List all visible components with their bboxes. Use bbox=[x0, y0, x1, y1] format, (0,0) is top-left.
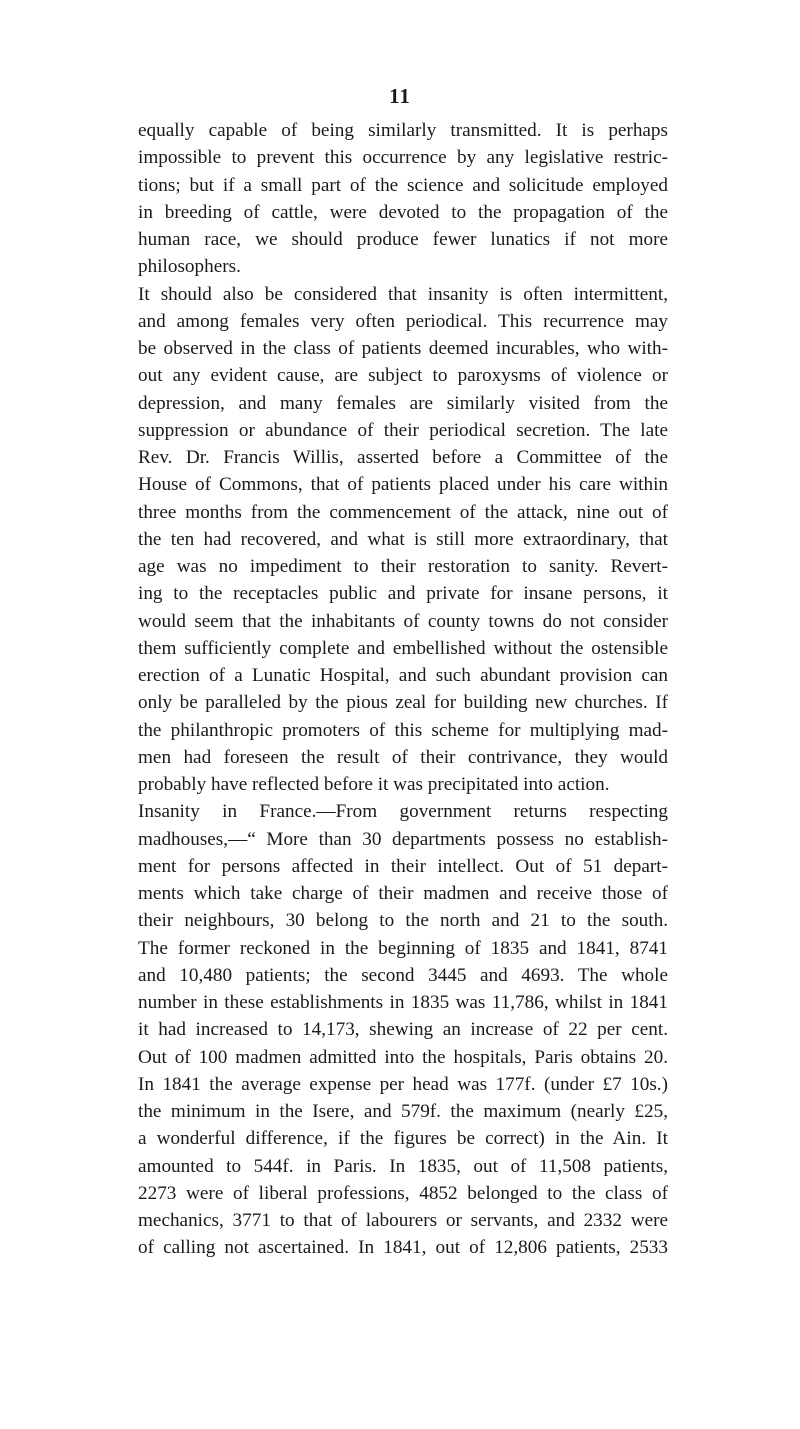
text-line: equally capable of being similarly transmitted. It is perhaps bbox=[138, 120, 668, 141]
text-line: erection of a Lunatic Hospital, and such abundant provision can bbox=[138, 665, 668, 686]
text-line: number in these establishments in 1835 was 11,786, whilst in 1841 bbox=[138, 992, 668, 1013]
text-line: amounted to 544f. in Paris. In 1835, out of 11,508 patients, bbox=[138, 1155, 668, 1177]
text-line: The former reckoned in the beginning of 1835 and 1841, 8741 bbox=[138, 937, 668, 959]
text-line: ment for persons affected in their intellect. Out of 51 depart- bbox=[138, 855, 668, 877]
page-number: 11 bbox=[389, 84, 411, 108]
text-line: House of Commons, that of patients placed under his care within bbox=[138, 474, 668, 496]
text-line: Rev. Dr. Francis Willis, asserted before a Committee of the bbox=[138, 447, 668, 468]
text-line: madhouses,—“ More than 30 departments possess no establish- bbox=[138, 828, 668, 850]
text-line: In 1841 the average expense per head was 177f. (under £7 10s.) bbox=[138, 1073, 668, 1095]
text-line: and 10,480 patients; the second 3445 and 4693. The whole bbox=[138, 964, 668, 986]
text-line: the ten had recovered, and what is still more extraordinary, that bbox=[138, 528, 668, 550]
text-line: men had foreseen the result of their contrivance, they would bbox=[138, 746, 668, 768]
text-line: suppression or abundance of their periodical secretion. The late bbox=[138, 419, 668, 441]
text-line: would seem that the inhabitants of county towns do not consider bbox=[138, 610, 668, 632]
text-line: ments which take charge of their madmen and receive those of bbox=[138, 883, 668, 904]
text-line: depression, and many females are similarly visited from the bbox=[138, 392, 668, 414]
text-line: out any evident cause, are subject to paroxysms of violence or bbox=[138, 365, 668, 387]
text-line: a wonderful difference, if the figures be correct) in the Ain. It bbox=[138, 1128, 668, 1150]
text-line: of calling not ascertained. In 1841, out of 12,806 patients, 2533 bbox=[138, 1237, 668, 1259]
text-line: ing to the receptacles public and private for insane persons, it bbox=[138, 583, 668, 605]
text-line: Insanity in France.—From government returns respecting bbox=[138, 801, 668, 823]
text-line: It should also be considered that insanity is often intermittent, bbox=[138, 283, 668, 305]
text-line: only be paralleled by the pious zeal for building new churches. If bbox=[138, 692, 668, 714]
text-line: their neighbours, 30 belong to the north and 21 to the south. bbox=[138, 910, 668, 932]
body-text bbox=[138, 117, 668, 1262]
text-line: human race, we should produce fewer lunatics if not more bbox=[138, 229, 668, 250]
text-line: impossible to prevent this occurrence by any legislative restric- bbox=[138, 147, 668, 169]
text-line: Out of 100 madmen admitted into the hospitals, Paris obtains 20. bbox=[138, 1046, 668, 1068]
text-line: three months from the commencement of the attack, nine out of bbox=[138, 501, 668, 523]
text-line: the philanthropic promoters of this scheme for multiplying mad- bbox=[138, 719, 668, 741]
text-line: 2273 were of liberal professions, 4852 belonged to the class of bbox=[138, 1182, 668, 1204]
text-line: mechanics, 3771 to that of labourers or servants, and 2332 were bbox=[138, 1210, 668, 1231]
text-line: be observed in the class of patients deemed incurables, who with- bbox=[138, 338, 668, 359]
text-line: philosophers. bbox=[138, 256, 241, 278]
text-line: age was no impediment to their restoration to sanity. Revert- bbox=[138, 556, 668, 577]
text-line: it had increased to 14,173, shewing an increase of 22 per cent. bbox=[138, 1019, 668, 1041]
text-line: tions; but if a small part of the science and solicitude employed bbox=[138, 174, 668, 196]
text-line: and among females very often periodical. This recurrence may bbox=[138, 310, 668, 332]
text-line: the minimum in the Isere, and 579f. the maximum (nearly £25, bbox=[138, 1101, 668, 1122]
text-line: them sufficiently complete and embellished without the ostensible bbox=[138, 637, 668, 659]
text-line: probably have reflected before it was precipitated into action. bbox=[138, 774, 610, 795]
text-line: in breeding of cattle, were devoted to the propagation of the bbox=[138, 201, 668, 223]
